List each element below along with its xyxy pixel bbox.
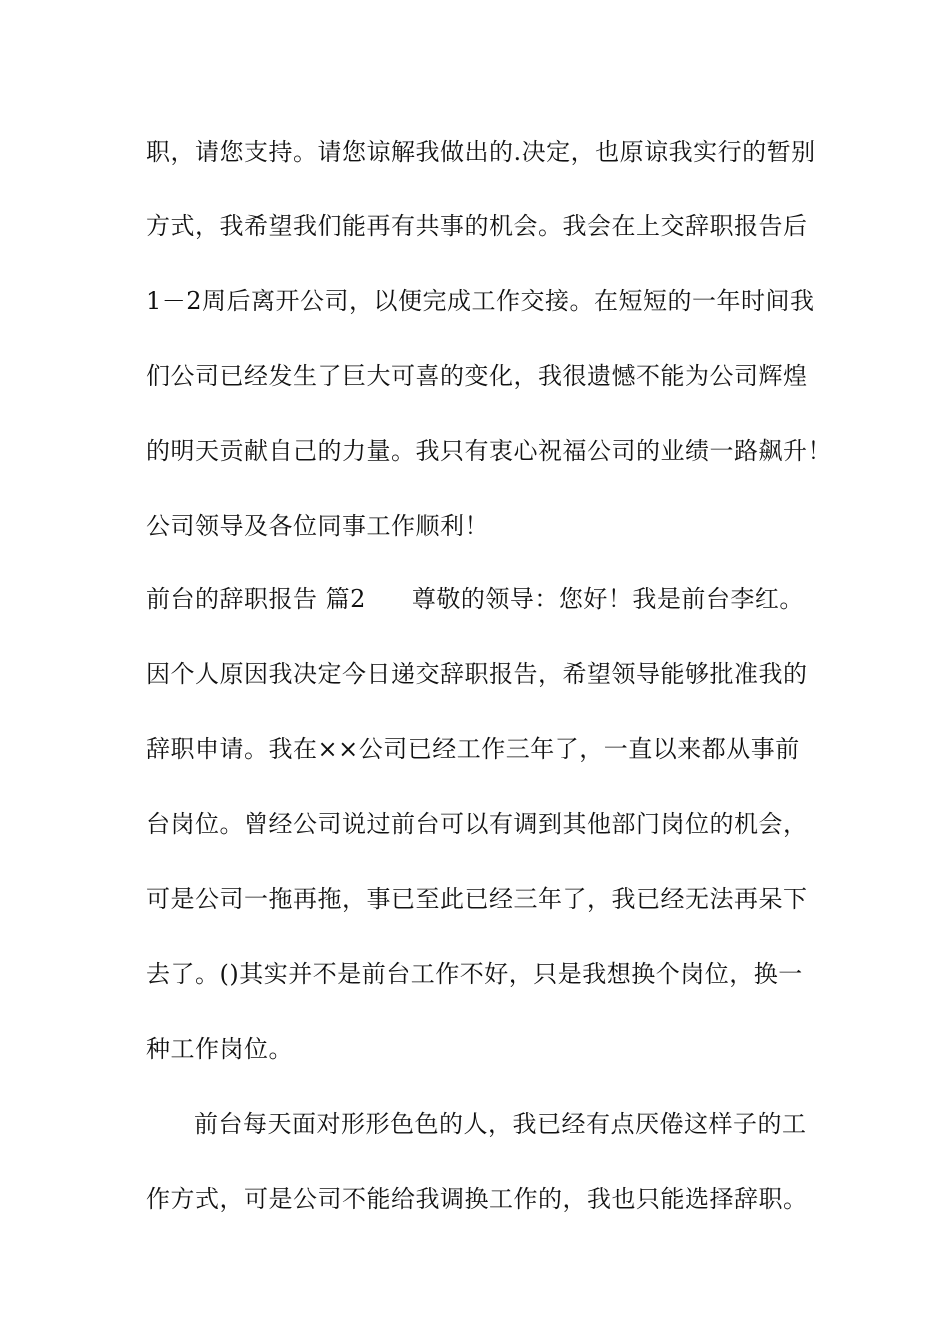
text-line: 因个人原因我决定今日递交辞职报告，希望领导能够批准我的 [146,660,808,688]
text-line: 作方式，可是公司不能给我调换工作的，我也只能选择辞职。 [146,1185,808,1213]
text-line: 台岗位。曾经公司说过前台可以有调到其他部门岗位的机会， [146,810,808,838]
text-line: 职，请您支持。请您谅解我做出的.决定，也原谅我实行的暂别 [146,138,816,166]
salutation-text: 尊敬的领导：您好！我是前台李红。 [411,585,804,613]
text-line: 公司领导及各位同事工作顺利！ [146,512,489,540]
text-line: 1－2周后离开公司，以便完成工作交接。在短短的一年时间我 [146,287,815,315]
text-line: 辞职申请。我在××公司已经工作三年了，一直以来都从事前 [146,735,800,763]
text-line: 去了。()其实并不是前台工作不好，只是我想换个岗位，换一 [146,960,803,988]
text-line: 方式，我希望我们能再有共事的机会。我会在上交辞职报告后 [146,212,808,240]
text-line: 可是公司一拖再拖，事已至此已经三年了，我已经无法再呆下 [146,885,808,913]
section-heading-line [146,583,804,615]
text-line: 的明天贡献自己的力量。我只有衷心祝福公司的业绩一路飙升！ [146,437,832,465]
section-heading: 前台的辞职报告 篇2 [146,585,366,613]
text-line: 们公司已经发生了巨大可喜的变化，我很遗憾不能为公司辉煌 [146,362,808,390]
paragraph-first-line: 前台每天面对形形色色的人，我已经有点厌倦这样子的工 [194,1110,807,1138]
text-line: 种工作岗位。 [146,1035,293,1063]
